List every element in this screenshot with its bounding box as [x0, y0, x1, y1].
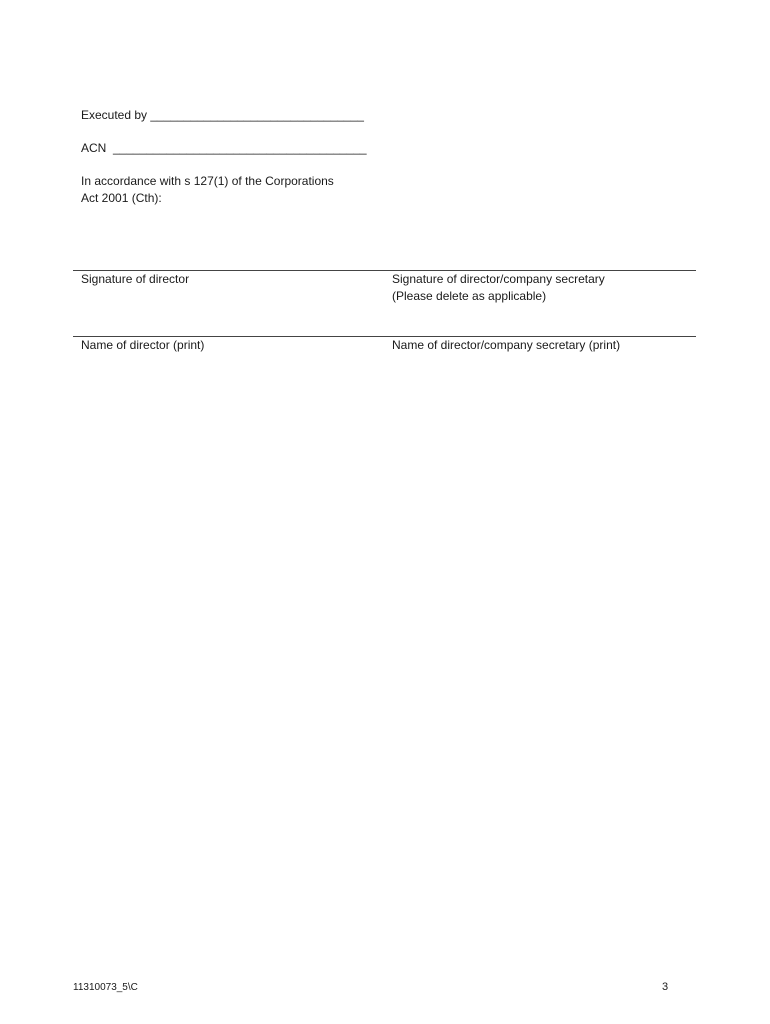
secretary-signature-label: Signature of director/company secretary	[392, 272, 605, 286]
delete-applicable-note: (Please delete as applicable)	[392, 289, 547, 303]
accordance-statement	[81, 173, 371, 207]
executed-by-line: Executed by ________________________________	[81, 108, 364, 122]
accordance-line-2: Act 2001 (Cth):	[81, 191, 162, 205]
director-name-label: Name of director (print)	[81, 338, 205, 352]
secretary-name-label: Name of director/company secretary (print)	[392, 338, 621, 352]
document-reference: 11310073_5\C	[73, 982, 138, 993]
acn-line: ACN ______________________________________	[81, 141, 367, 155]
page-number: 3	[662, 981, 669, 993]
accordance-line-1: In accordance with s 127(1) of the Corporations	[81, 174, 334, 188]
director-signature-label: Signature of director	[81, 272, 190, 286]
